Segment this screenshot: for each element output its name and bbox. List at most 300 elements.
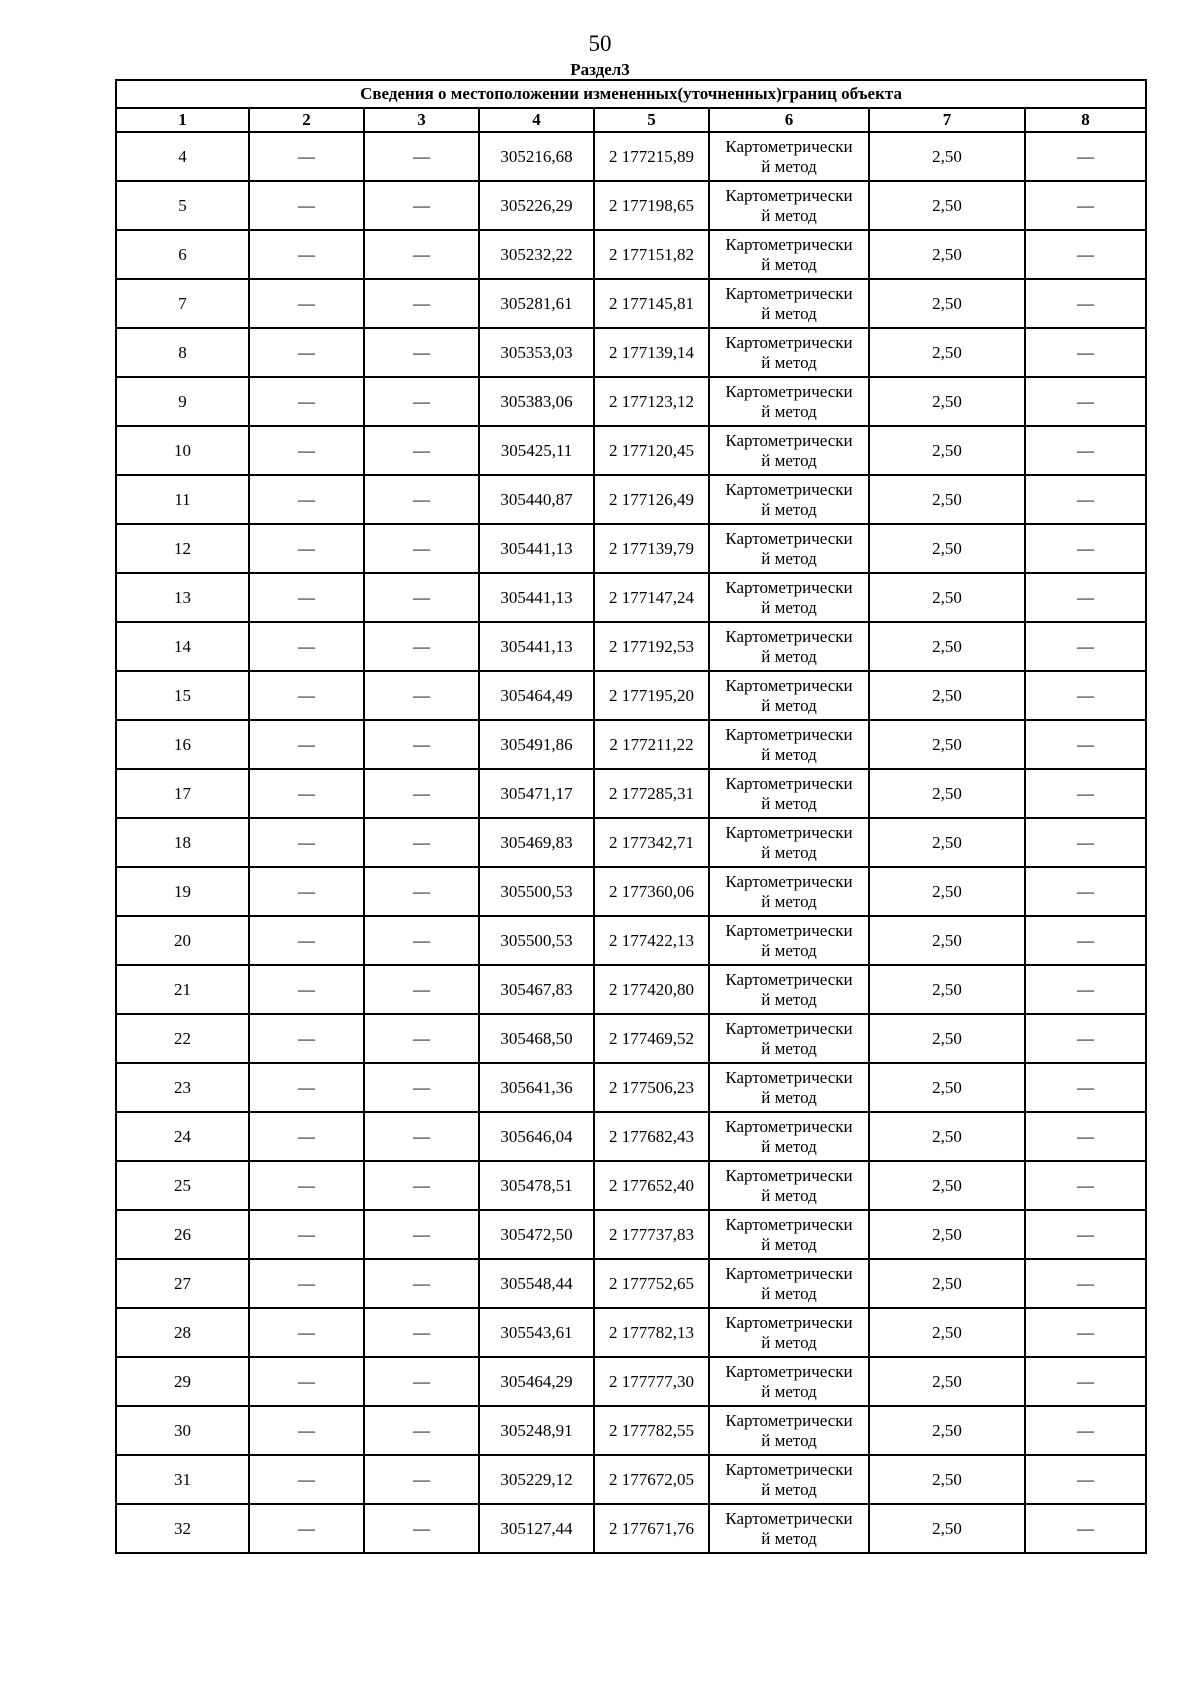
col2-cell: —	[249, 573, 364, 622]
method-cell	[709, 1112, 869, 1161]
method-line-1: Картометрически	[725, 1459, 853, 1479]
col2-cell: —	[249, 1406, 364, 1455]
method-line-2: й метод	[761, 1136, 817, 1156]
method-line-1: Картометрически	[725, 283, 853, 303]
coord-y-cell: 2 177195,20	[594, 671, 709, 720]
col8-cell: —	[1025, 916, 1146, 965]
col2-cell: —	[249, 1210, 364, 1259]
method-cell	[709, 1014, 869, 1063]
col2-cell: —	[249, 818, 364, 867]
col8-cell: —	[1025, 769, 1146, 818]
col3-cell: —	[364, 1357, 479, 1406]
col2-cell: —	[249, 475, 364, 524]
method-cell	[709, 377, 869, 426]
coord-x-cell: 305467,83	[479, 965, 594, 1014]
point-number-cell: 10	[116, 426, 249, 475]
coord-x-cell: 305441,13	[479, 622, 594, 671]
coord-x-cell: 305646,04	[479, 1112, 594, 1161]
method-cell	[709, 671, 869, 720]
coord-y-cell: 2 177120,45	[594, 426, 709, 475]
accuracy-cell: 2,50	[869, 720, 1025, 769]
method-line-2: й метод	[761, 303, 817, 323]
col8-cell: —	[1025, 524, 1146, 573]
col3-cell: —	[364, 1014, 479, 1063]
column-number-row	[116, 108, 1146, 132]
point-number-cell: 9	[116, 377, 249, 426]
col8-cell: —	[1025, 279, 1146, 328]
coord-x-cell: 305383,06	[479, 377, 594, 426]
coord-x-cell: 305478,51	[479, 1161, 594, 1210]
coord-x-cell: 305226,29	[479, 181, 594, 230]
col3-cell: —	[364, 720, 479, 769]
method-cell	[709, 328, 869, 377]
point-number-cell: 13	[116, 573, 249, 622]
accuracy-cell: 2,50	[869, 867, 1025, 916]
table-caption: Сведения о местоположении измененных(уточненных)границ объекта	[116, 80, 1146, 108]
col3-cell: —	[364, 1406, 479, 1455]
table-row	[116, 671, 1146, 720]
method-line-2: й метод	[761, 793, 817, 813]
col8-cell: —	[1025, 1308, 1146, 1357]
method-line-2: й метод	[761, 1038, 817, 1058]
col3-cell: —	[364, 475, 479, 524]
method-cell	[709, 622, 869, 671]
method-line-1: Картометрически	[725, 528, 853, 548]
col8-cell: —	[1025, 1014, 1146, 1063]
method-cell	[709, 1161, 869, 1210]
method-line-1: Картометрически	[725, 479, 853, 499]
coord-x-cell: 305468,50	[479, 1014, 594, 1063]
coord-y-cell: 2 177420,80	[594, 965, 709, 1014]
col3-cell: —	[364, 1210, 479, 1259]
table-row	[116, 132, 1146, 181]
column-number-header: 2	[249, 108, 364, 132]
point-number-cell: 20	[116, 916, 249, 965]
coord-y-cell: 2 177145,81	[594, 279, 709, 328]
method-cell	[709, 1259, 869, 1308]
column-number-header: 8	[1025, 108, 1146, 132]
col8-cell: —	[1025, 328, 1146, 377]
col8-cell: —	[1025, 965, 1146, 1014]
coord-x-cell: 305464,29	[479, 1357, 594, 1406]
col3-cell: —	[364, 965, 479, 1014]
method-line-2: й метод	[761, 352, 817, 372]
column-number-header: 7	[869, 108, 1025, 132]
method-line-2: й метод	[761, 401, 817, 421]
coord-y-cell: 2 177782,55	[594, 1406, 709, 1455]
col8-cell: —	[1025, 622, 1146, 671]
method-cell	[709, 818, 869, 867]
section-title: Раздел3	[570, 60, 630, 79]
method-line-1: Картометрически	[725, 1214, 853, 1234]
method-cell	[709, 1504, 869, 1553]
col3-cell: —	[364, 769, 479, 818]
page-number: 50	[588, 31, 612, 56]
column-number-header: 4	[479, 108, 594, 132]
accuracy-cell: 2,50	[869, 769, 1025, 818]
table-body	[116, 132, 1146, 1553]
table-row	[116, 720, 1146, 769]
col2-cell: —	[249, 524, 364, 573]
coord-y-cell: 2 177672,05	[594, 1455, 709, 1504]
coord-y-cell: 2 177192,53	[594, 622, 709, 671]
coord-x-cell: 305543,61	[479, 1308, 594, 1357]
coord-x-cell: 305353,03	[479, 328, 594, 377]
coord-x-cell: 305127,44	[479, 1504, 594, 1553]
col2-cell: —	[249, 965, 364, 1014]
col3-cell: —	[364, 279, 479, 328]
col2-cell: —	[249, 1259, 364, 1308]
coord-x-cell: 305471,17	[479, 769, 594, 818]
method-line-2: й метод	[761, 1430, 817, 1450]
table-row	[116, 426, 1146, 475]
point-number-cell: 15	[116, 671, 249, 720]
table-row	[116, 328, 1146, 377]
table-row	[116, 230, 1146, 279]
accuracy-cell: 2,50	[869, 377, 1025, 426]
point-number-cell: 19	[116, 867, 249, 916]
coord-x-cell: 305469,83	[479, 818, 594, 867]
table-row	[116, 1504, 1146, 1553]
col3-cell: —	[364, 1504, 479, 1553]
col3-cell: —	[364, 818, 479, 867]
method-line-1: Картометрически	[725, 773, 853, 793]
col8-cell: —	[1025, 1455, 1146, 1504]
col2-cell: —	[249, 1112, 364, 1161]
coord-y-cell: 2 177782,13	[594, 1308, 709, 1357]
table-row	[116, 622, 1146, 671]
accuracy-cell: 2,50	[869, 965, 1025, 1014]
point-number-cell: 4	[116, 132, 249, 181]
accuracy-cell: 2,50	[869, 1063, 1025, 1112]
coord-y-cell: 2 177777,30	[594, 1357, 709, 1406]
method-cell	[709, 426, 869, 475]
col2-cell: —	[249, 671, 364, 720]
point-number-cell: 18	[116, 818, 249, 867]
col2-cell: —	[249, 769, 364, 818]
accuracy-cell: 2,50	[869, 818, 1025, 867]
col8-cell: —	[1025, 1357, 1146, 1406]
table-row	[116, 1014, 1146, 1063]
table-row	[116, 1063, 1146, 1112]
method-cell	[709, 132, 869, 181]
table-row	[116, 573, 1146, 622]
col8-cell: —	[1025, 475, 1146, 524]
method-line-1: Картометрически	[725, 724, 853, 744]
method-line-1: Картометрически	[725, 577, 853, 597]
method-line-1: Картометрически	[725, 381, 853, 401]
col8-cell: —	[1025, 1504, 1146, 1553]
table-row	[116, 769, 1146, 818]
accuracy-cell: 2,50	[869, 1259, 1025, 1308]
method-cell	[709, 1210, 869, 1259]
method-line-1: Картометрически	[725, 1361, 853, 1381]
col3-cell: —	[364, 132, 479, 181]
coord-x-cell: 305441,13	[479, 573, 594, 622]
coord-x-cell: 305229,12	[479, 1455, 594, 1504]
col3-cell: —	[364, 426, 479, 475]
point-number-cell: 30	[116, 1406, 249, 1455]
coord-y-cell: 2 177211,22	[594, 720, 709, 769]
accuracy-cell: 2,50	[869, 1357, 1025, 1406]
coord-y-cell: 2 177652,40	[594, 1161, 709, 1210]
col8-cell: —	[1025, 1259, 1146, 1308]
method-cell	[709, 573, 869, 622]
method-cell	[709, 475, 869, 524]
column-number-header: 6	[709, 108, 869, 132]
method-line-2: й метод	[761, 1234, 817, 1254]
coord-y-cell: 2 177671,76	[594, 1504, 709, 1553]
point-number-cell: 11	[116, 475, 249, 524]
coord-x-cell: 305281,61	[479, 279, 594, 328]
accuracy-cell: 2,50	[869, 622, 1025, 671]
col3-cell: —	[364, 671, 479, 720]
col3-cell: —	[364, 230, 479, 279]
method-cell	[709, 279, 869, 328]
method-line-1: Картометрически	[725, 1165, 853, 1185]
col2-cell: —	[249, 181, 364, 230]
accuracy-cell: 2,50	[869, 426, 1025, 475]
coord-x-cell: 305472,50	[479, 1210, 594, 1259]
method-cell	[709, 1063, 869, 1112]
col8-cell: —	[1025, 1161, 1146, 1210]
method-cell	[709, 769, 869, 818]
col3-cell: —	[364, 524, 479, 573]
col8-cell: —	[1025, 230, 1146, 279]
method-line-2: й метод	[761, 695, 817, 715]
table-row	[116, 1259, 1146, 1308]
col3-cell: —	[364, 916, 479, 965]
coord-x-cell: 305440,87	[479, 475, 594, 524]
accuracy-cell: 2,50	[869, 328, 1025, 377]
method-line-2: й метод	[761, 744, 817, 764]
table-row	[116, 818, 1146, 867]
coord-x-cell: 305425,11	[479, 426, 594, 475]
table-row	[116, 867, 1146, 916]
method-line-2: й метод	[761, 1381, 817, 1401]
table-row	[116, 1406, 1146, 1455]
method-line-2: й метод	[761, 1332, 817, 1352]
coord-x-cell: 305232,22	[479, 230, 594, 279]
col8-cell: —	[1025, 1406, 1146, 1455]
point-number-cell: 21	[116, 965, 249, 1014]
accuracy-cell: 2,50	[869, 1406, 1025, 1455]
method-cell	[709, 720, 869, 769]
coord-y-cell: 2 177506,23	[594, 1063, 709, 1112]
method-cell	[709, 965, 869, 1014]
col8-cell: —	[1025, 573, 1146, 622]
col8-cell: —	[1025, 181, 1146, 230]
col3-cell: —	[364, 328, 479, 377]
point-number-cell: 26	[116, 1210, 249, 1259]
method-line-1: Картометрически	[725, 1018, 853, 1038]
coord-y-cell: 2 177360,06	[594, 867, 709, 916]
accuracy-cell: 2,50	[869, 230, 1025, 279]
method-line-1: Картометрически	[725, 136, 853, 156]
col2-cell: —	[249, 1161, 364, 1210]
point-number-cell: 8	[116, 328, 249, 377]
col3-cell: —	[364, 1063, 479, 1112]
accuracy-cell: 2,50	[869, 475, 1025, 524]
point-number-cell: 23	[116, 1063, 249, 1112]
method-line-1: Картометрически	[725, 675, 853, 695]
coord-y-cell: 2 177469,52	[594, 1014, 709, 1063]
method-line-2: й метод	[761, 646, 817, 666]
method-line-1: Картометрически	[725, 1263, 853, 1283]
accuracy-cell: 2,50	[869, 573, 1025, 622]
method-line-2: й метод	[761, 205, 817, 225]
col2-cell: —	[249, 720, 364, 769]
point-number-cell: 6	[116, 230, 249, 279]
method-line-1: Картометрически	[725, 1116, 853, 1136]
table-row	[116, 916, 1146, 965]
col2-cell: —	[249, 1504, 364, 1553]
method-line-2: й метод	[761, 597, 817, 617]
table-row	[116, 377, 1146, 426]
method-line-1: Картометрически	[725, 332, 853, 352]
coord-y-cell: 2 177139,79	[594, 524, 709, 573]
coordinates-table	[115, 79, 1147, 1554]
table-row	[116, 965, 1146, 1014]
col2-cell: —	[249, 132, 364, 181]
accuracy-cell: 2,50	[869, 1112, 1025, 1161]
col2-cell: —	[249, 622, 364, 671]
coord-x-cell: 305641,36	[479, 1063, 594, 1112]
method-line-1: Картометрически	[725, 430, 853, 450]
method-cell	[709, 1357, 869, 1406]
point-number-cell: 14	[116, 622, 249, 671]
coord-x-cell: 305500,53	[479, 867, 594, 916]
coord-y-cell: 2 177215,89	[594, 132, 709, 181]
method-line-2: й метод	[761, 156, 817, 176]
coord-y-cell: 2 177422,13	[594, 916, 709, 965]
method-line-2: й метод	[761, 1185, 817, 1205]
col3-cell: —	[364, 181, 479, 230]
method-line-1: Картометрически	[725, 1067, 853, 1087]
method-line-2: й метод	[761, 254, 817, 274]
method-cell	[709, 230, 869, 279]
method-cell	[709, 524, 869, 573]
coord-x-cell: 305548,44	[479, 1259, 594, 1308]
point-number-cell: 32	[116, 1504, 249, 1553]
table-row	[116, 1357, 1146, 1406]
col2-cell: —	[249, 916, 364, 965]
col3-cell: —	[364, 1308, 479, 1357]
col8-cell: —	[1025, 720, 1146, 769]
method-line-2: й метод	[761, 891, 817, 911]
coord-x-cell: 305500,53	[479, 916, 594, 965]
method-line-2: й метод	[761, 1087, 817, 1107]
coord-x-cell: 305248,91	[479, 1406, 594, 1455]
table-row	[116, 1308, 1146, 1357]
col2-cell: —	[249, 426, 364, 475]
point-number-cell: 27	[116, 1259, 249, 1308]
method-line-2: й метод	[761, 1528, 817, 1548]
table-row	[116, 279, 1146, 328]
method-line-1: Картометрически	[725, 822, 853, 842]
method-line-2: й метод	[761, 1479, 817, 1499]
col2-cell: —	[249, 1014, 364, 1063]
method-line-2: й метод	[761, 1283, 817, 1303]
method-cell	[709, 916, 869, 965]
table-row	[116, 181, 1146, 230]
col2-cell: —	[249, 867, 364, 916]
accuracy-cell: 2,50	[869, 524, 1025, 573]
col3-cell: —	[364, 1112, 479, 1161]
col2-cell: —	[249, 230, 364, 279]
col8-cell: —	[1025, 132, 1146, 181]
point-number-cell: 7	[116, 279, 249, 328]
col8-cell: —	[1025, 1210, 1146, 1259]
point-number-cell: 24	[116, 1112, 249, 1161]
method-line-1: Картометрически	[725, 871, 853, 891]
method-cell	[709, 867, 869, 916]
col8-cell: —	[1025, 1063, 1146, 1112]
col2-cell: —	[249, 1455, 364, 1504]
coord-y-cell: 2 177198,65	[594, 181, 709, 230]
coord-x-cell: 305491,86	[479, 720, 594, 769]
coord-y-cell: 2 177285,31	[594, 769, 709, 818]
accuracy-cell: 2,50	[869, 671, 1025, 720]
table-row	[116, 1112, 1146, 1161]
point-number-cell: 17	[116, 769, 249, 818]
method-line-2: й метод	[761, 499, 817, 519]
coord-y-cell: 2 177151,82	[594, 230, 709, 279]
method-line-1: Картометрически	[725, 626, 853, 646]
col2-cell: —	[249, 1063, 364, 1112]
method-line-1: Картометрически	[725, 1508, 853, 1528]
accuracy-cell: 2,50	[869, 916, 1025, 965]
coord-y-cell: 2 177342,71	[594, 818, 709, 867]
method-line-1: Картометрически	[725, 185, 853, 205]
table-row	[116, 1455, 1146, 1504]
accuracy-cell: 2,50	[869, 1455, 1025, 1504]
col8-cell: —	[1025, 671, 1146, 720]
coord-y-cell: 2 177123,12	[594, 377, 709, 426]
accuracy-cell: 2,50	[869, 1210, 1025, 1259]
table-row	[116, 475, 1146, 524]
method-line-1: Картометрически	[725, 1410, 853, 1430]
method-line-2: й метод	[761, 450, 817, 470]
col3-cell: —	[364, 377, 479, 426]
coord-y-cell: 2 177752,65	[594, 1259, 709, 1308]
method-line-2: й метод	[761, 989, 817, 1009]
col8-cell: —	[1025, 1112, 1146, 1161]
accuracy-cell: 2,50	[869, 1161, 1025, 1210]
method-line-1: Картометрически	[725, 1312, 853, 1332]
table-row	[116, 524, 1146, 573]
col3-cell: —	[364, 1161, 479, 1210]
column-number-header: 5	[594, 108, 709, 132]
coord-y-cell: 2 177147,24	[594, 573, 709, 622]
method-cell	[709, 181, 869, 230]
method-line-1: Картометрически	[725, 234, 853, 254]
column-number-header: 3	[364, 108, 479, 132]
table-row	[116, 1161, 1146, 1210]
col2-cell: —	[249, 377, 364, 426]
method-line-2: й метод	[761, 548, 817, 568]
coord-y-cell: 2 177139,14	[594, 328, 709, 377]
accuracy-cell: 2,50	[869, 132, 1025, 181]
coord-y-cell: 2 177126,49	[594, 475, 709, 524]
table-row	[116, 1210, 1146, 1259]
coord-y-cell: 2 177737,83	[594, 1210, 709, 1259]
point-number-cell: 28	[116, 1308, 249, 1357]
col3-cell: —	[364, 867, 479, 916]
accuracy-cell: 2,50	[869, 1504, 1025, 1553]
coord-y-cell: 2 177682,43	[594, 1112, 709, 1161]
method-cell	[709, 1455, 869, 1504]
